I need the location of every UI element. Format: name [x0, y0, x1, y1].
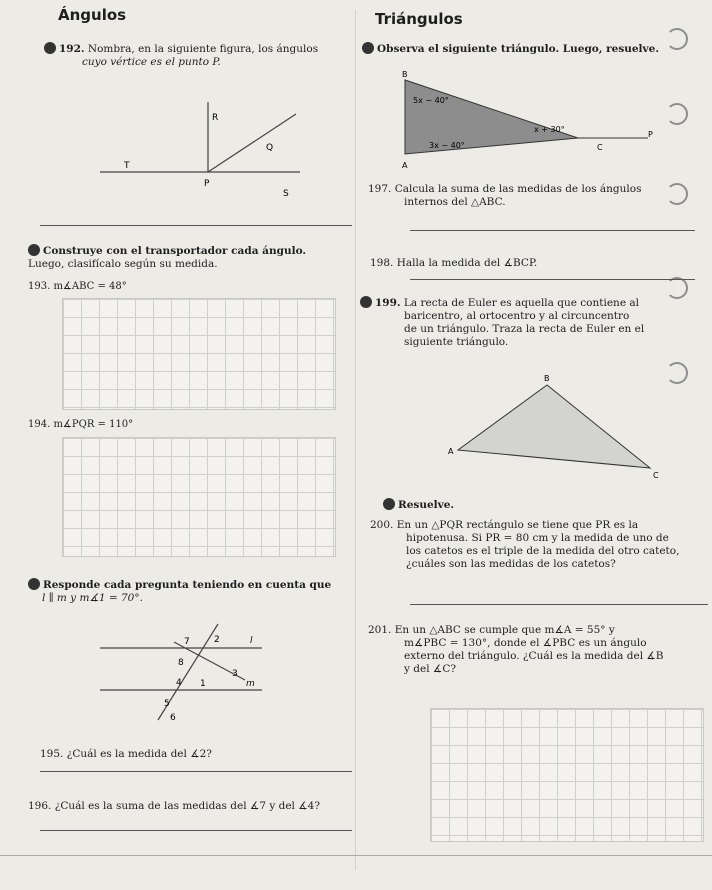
- label-angle-a: 3x − 40°: [429, 141, 465, 150]
- problem-195: 195. ¿Cuál es la medida del ∡2?: [40, 748, 212, 760]
- problem-197: 197. Calcula la suma de las medidas de los ángulos internos del △ABC.: [368, 183, 642, 208]
- label-b2: B: [544, 374, 550, 383]
- label-p-right: P: [648, 130, 653, 139]
- label-a: A: [402, 161, 408, 170]
- label-c2: C: [653, 471, 659, 480]
- resuelve-instruction: Resuelve.: [383, 498, 454, 512]
- problem-198: 198. Halla la medida del ∡BCP.: [370, 257, 538, 269]
- label-t: T: [124, 161, 130, 171]
- problem-196: 196. ¿Cuál es la suma de las medidas del ∡7 y del ∡4?: [28, 800, 320, 812]
- label-m: m: [246, 679, 255, 689]
- label-1: 1: [200, 679, 206, 689]
- label-angle-c: x + 30°: [534, 125, 565, 134]
- label-4: 4: [176, 678, 182, 688]
- label-r: R: [212, 113, 219, 123]
- label-b: B: [402, 70, 408, 79]
- section-title-angulos: Ángulos: [58, 6, 127, 24]
- observa-instruction: Observa el siguiente triángulo. Luego, resuelve.: [362, 42, 682, 56]
- label-angle-b: 5x − 40°: [413, 96, 449, 105]
- answer-line-200[interactable]: [410, 604, 708, 605]
- bullet-icon: [383, 498, 395, 510]
- problem-201: 201. En un △ABC se cumple que m∡A = 55° y m∡PBC = 130°, donde el ∡PBC es un ángulo externo del triángulo. ¿Cuál es la medida del ∡B y del ∡C?: [368, 624, 664, 675]
- problem-193-label: 193. m∡ABC = 48°: [28, 281, 127, 292]
- label-q: Q: [266, 143, 274, 153]
- problem-194-label: 194. m∡PQR = 110°: [28, 419, 134, 430]
- label-3: 3: [232, 669, 238, 679]
- label-7: 7: [184, 637, 190, 647]
- label-l: l: [250, 636, 253, 646]
- label-2: 2: [214, 635, 220, 645]
- label-8: 8: [178, 658, 184, 668]
- problem-200: 200. En un △PQR rectángulo se tiene que PR es la hipotenusa. Si PR = 80 cm y la medida de uno de los catetos es el triple de la medida del otro cateto, ¿cuáles son las medidas de los catetos?: [370, 519, 680, 570]
- construye-instruction: Construye con el transportador cada ángulo. Luego, clasifícalo según su medida.: [28, 245, 307, 270]
- section-title-triangulos: Triángulos: [375, 10, 463, 28]
- label-5: 5: [164, 699, 170, 709]
- label-c: C: [597, 143, 603, 152]
- label-a2: A: [448, 447, 454, 456]
- problem-199: 199. La recta de Euler es aquella que contiene al baricentro, al ortocentro y al circuncentro de un triángulo. Traza la recta de Euler en el siguiente triángulo.: [360, 296, 700, 349]
- label-s: S: [283, 189, 289, 199]
- label-p: P: [204, 179, 210, 189]
- problem-192: 192. Nombra, en la siguiente figura, los ángulos cuyo vértice es el punto P.: [44, 42, 354, 69]
- label-6: 6: [170, 713, 176, 723]
- grid-201[interactable]: [430, 708, 704, 842]
- responde-instruction: Responde cada pregunta teniendo en cuenta que l ∥ m y m∡1 = 70°.: [28, 578, 358, 605]
